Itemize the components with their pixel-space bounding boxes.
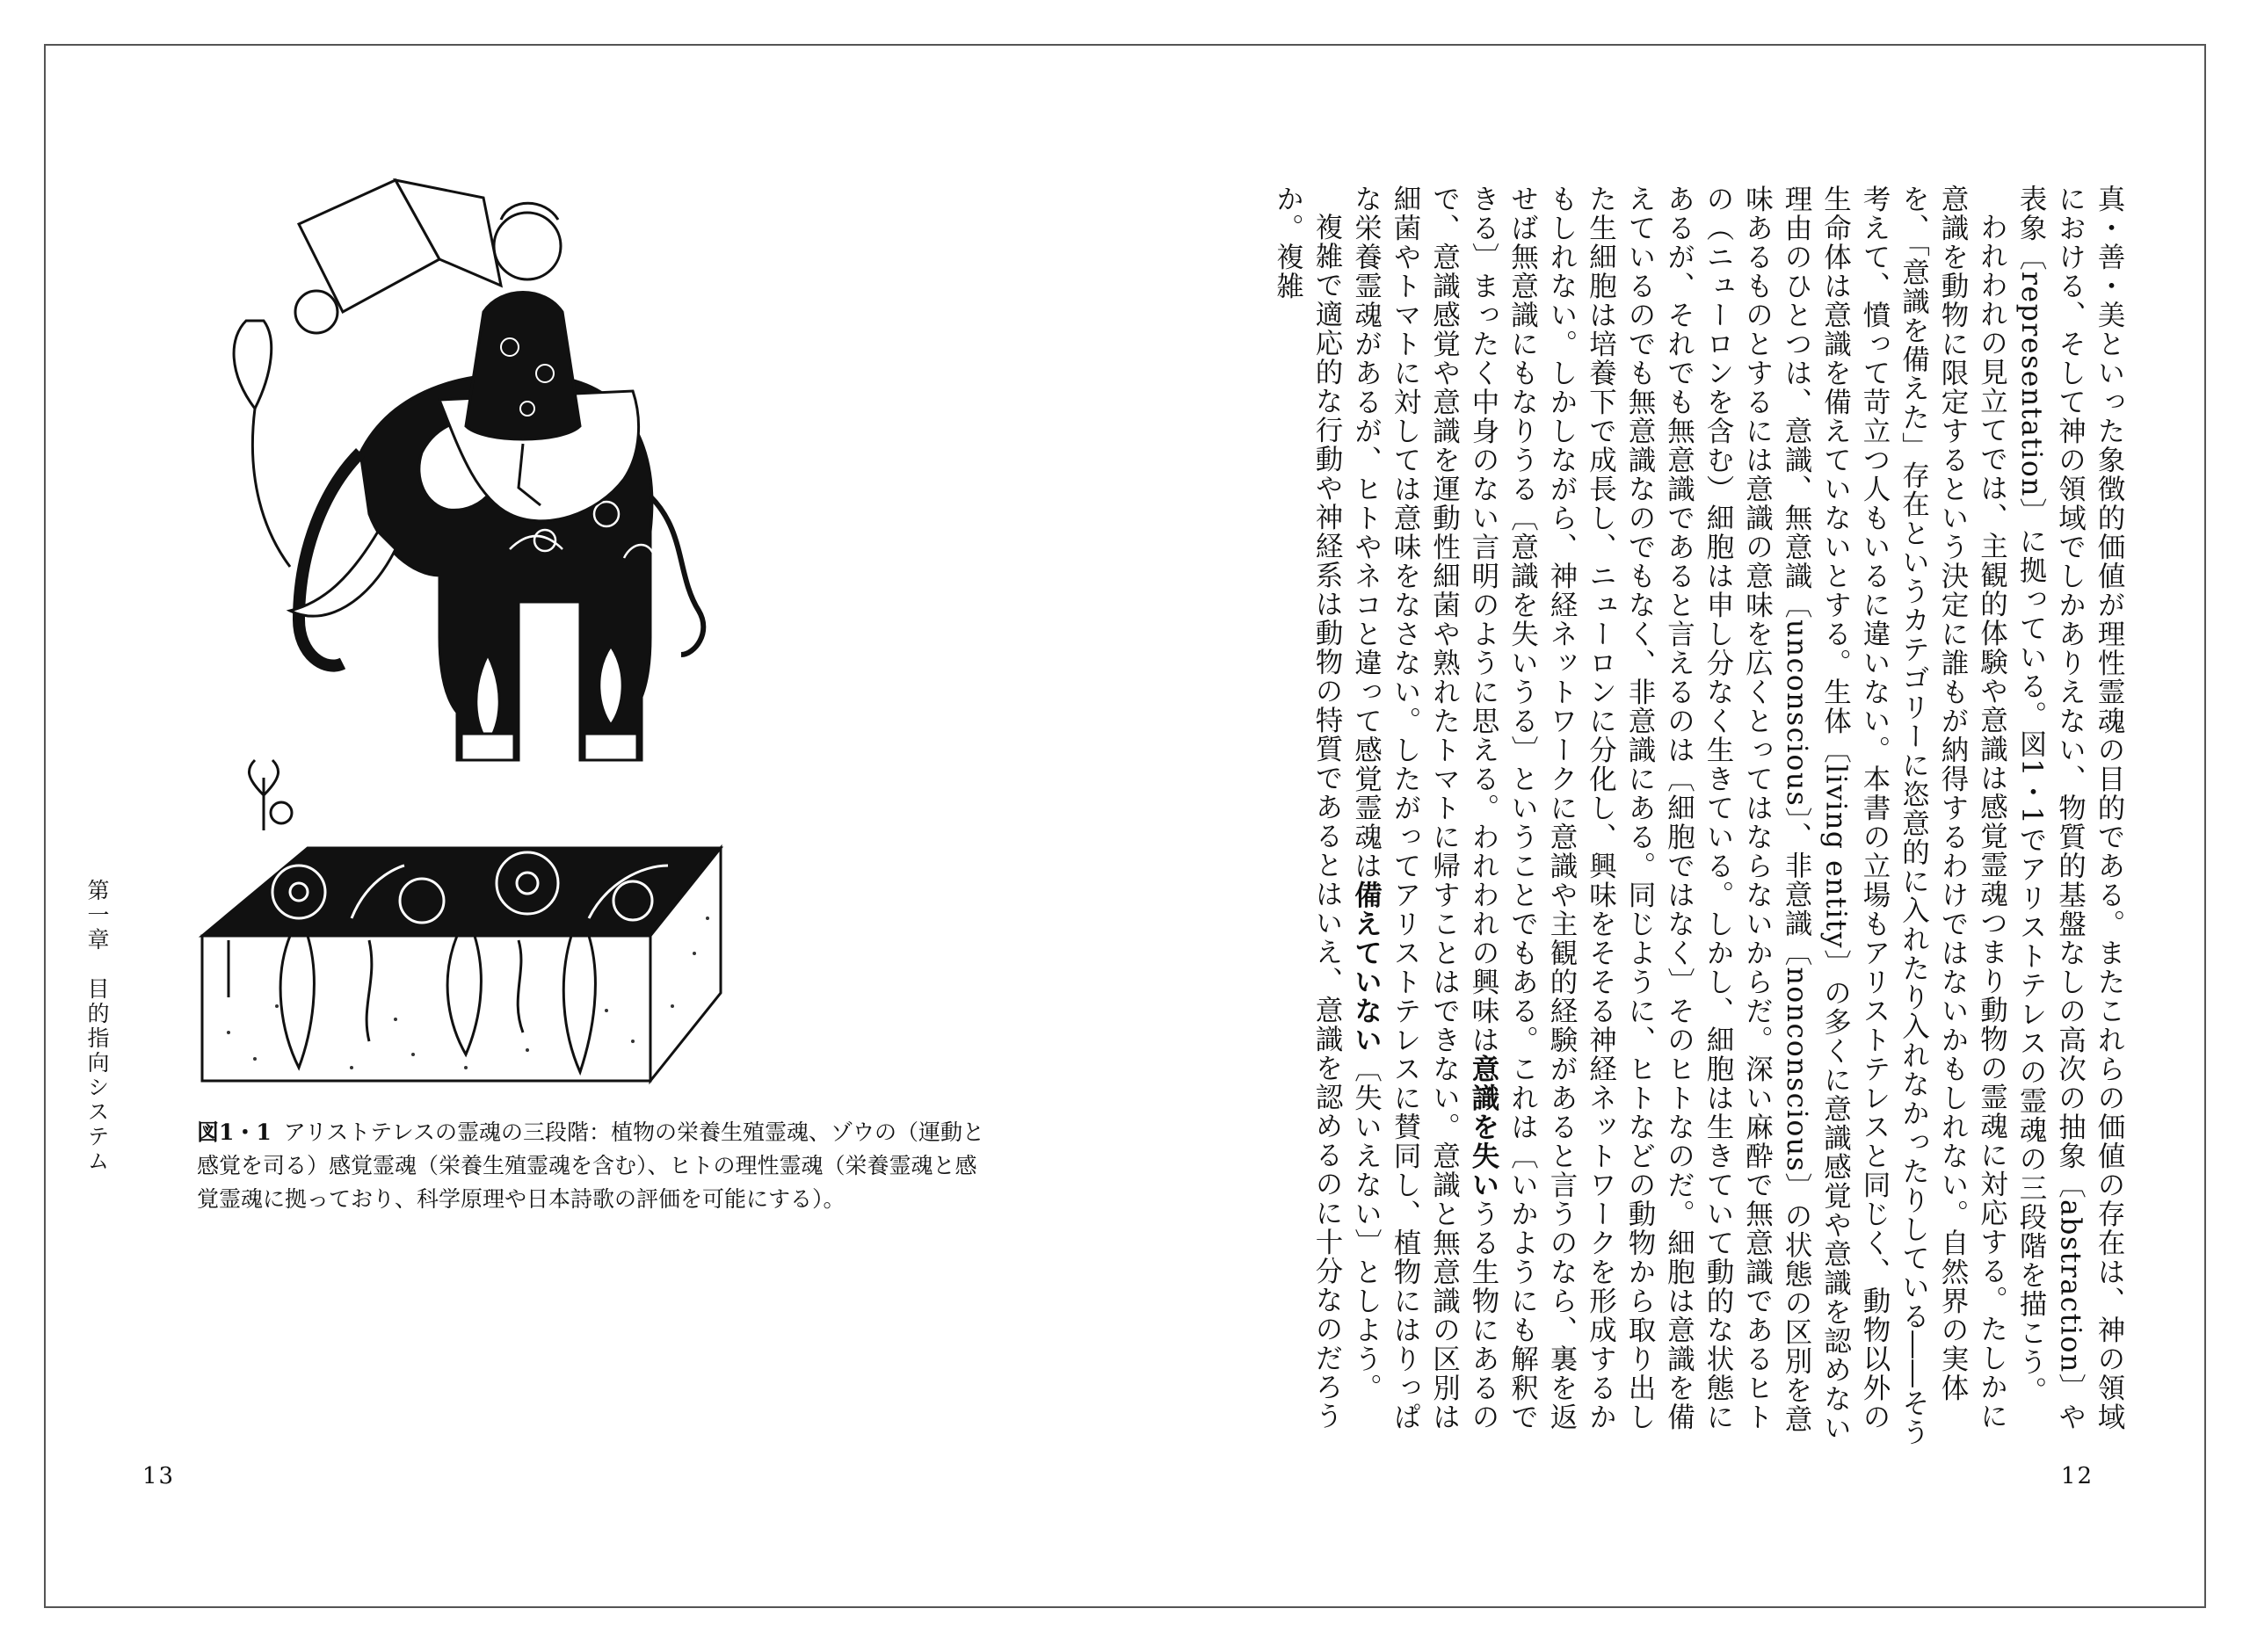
paragraph-2-text-c: 〔失いえない〕としよう。 — [1350, 1054, 1383, 1402]
elephant-tail — [650, 496, 703, 655]
figure-caption-text: アリストテレスの霊魂の三段階：植物の栄養生殖霊魂、ゾウの（運動と感覚を司る）感覚霊魂（栄養生殖霊魂を含む）、ヒトの理性霊魂（栄養霊魂と感覚霊魂に拠っており、科学原理や日本詩歌の評価を可能にする）。 — [197, 1119, 985, 1212]
paragraph-2 — [1346, 185, 2012, 1450]
running-head: 第一章 目的指向システム — [84, 879, 110, 1174]
small-plant — [249, 760, 292, 830]
body-text — [1144, 185, 2129, 1450]
paragraph-2-text-b: うる生物にあるので、意識感覚や意識を運動性細菌や熟れたトマトに帰すことはできない。意識と無意識の区別は細菌やトマトに対しては意味をなさない。したがってアリストテレスに賛同し、植物にはりっぱな栄養霊魂があるが、ヒトやネコと違って感覚霊魂は — [1350, 185, 1499, 1431]
paragraph-3: 複雑で適応的な行動や神経系は動物の特質であるとはいえ、意識を認めるのに十分なのだろうか。複雑 — [1272, 185, 1343, 1431]
figure-caption — [197, 1116, 988, 1216]
figure-label: 図1・1 — [197, 1119, 272, 1145]
figure-illustration — [193, 163, 826, 1103]
page-number-right: 12 — [2060, 1463, 2094, 1489]
paragraph-2-emphasis-1: 意識を失い — [1468, 1054, 1500, 1199]
paragraph-1: 真・善・美といった象徴的価値が理性霊魂の目的である。またこれらの価値の存在は、神の領域における、そして神の領域でしかありえない、物質的基盤なしの高次の抽象〔abstraction〕や表象〔representation〕に拠っている。図1・1でアリストテレスの霊魂の三段階を描こう。 — [2015, 185, 2125, 1431]
paragraph-2-text-a: われわれの見立てでは、主観的体験や意識は感覚霊魂つまり動物の霊魂に対応する。たしかに意識を動物に限定するという決定に誰もが納得するわけではないかもしれない。自然界の実体を、「意識を備えた」存在というカテゴリーに恣意的に入れたり入れなかったりしている――そう考えて、憤って苛立つ人もいるに違いない。本書の立場もアリストテレスと同じく、動物以外の生命体は意識を備えていないとする。生体〔living entity〕の多くに意識感覚や意識を認めない理由のひとつは、意識、無意識〔unconscious〕、非意識〔nonconscious〕の状態の区別を意味あるものとするには意識の意味を広くとってはならないからだ。深い麻酔で無意識であるヒトの（ニューロンを含む）細胞は申し分なく生きている。しかし、細胞は生きていて動的な状態にあるが、それでも無意識であると言えるのは〔細胞ではなく〕そのヒトなのだ。細胞は意識を備えているのでも無意識なのでもなく、非意識にある。同じように、ヒトなどの動物から取り出した生細胞は培養下で成長し、ニューロンに分化し、興味をそそる神経ネットワークを形成するかもしれない。しかしながら、神経ネットワークに意識や主観的経験があると言うのなら、裏を返せば無意識にもなりうる〔意識を失いうる〕ということでもある。これは〔いかようにも解釈できる〕まったく中身のない言明のように思える。われわれの興味は — [1468, 185, 2008, 1447]
page-number-left: 13 — [142, 1463, 176, 1489]
open-book — [299, 180, 501, 312]
paragraph-2-emphasis-2: 備えていない — [1350, 880, 1383, 1054]
